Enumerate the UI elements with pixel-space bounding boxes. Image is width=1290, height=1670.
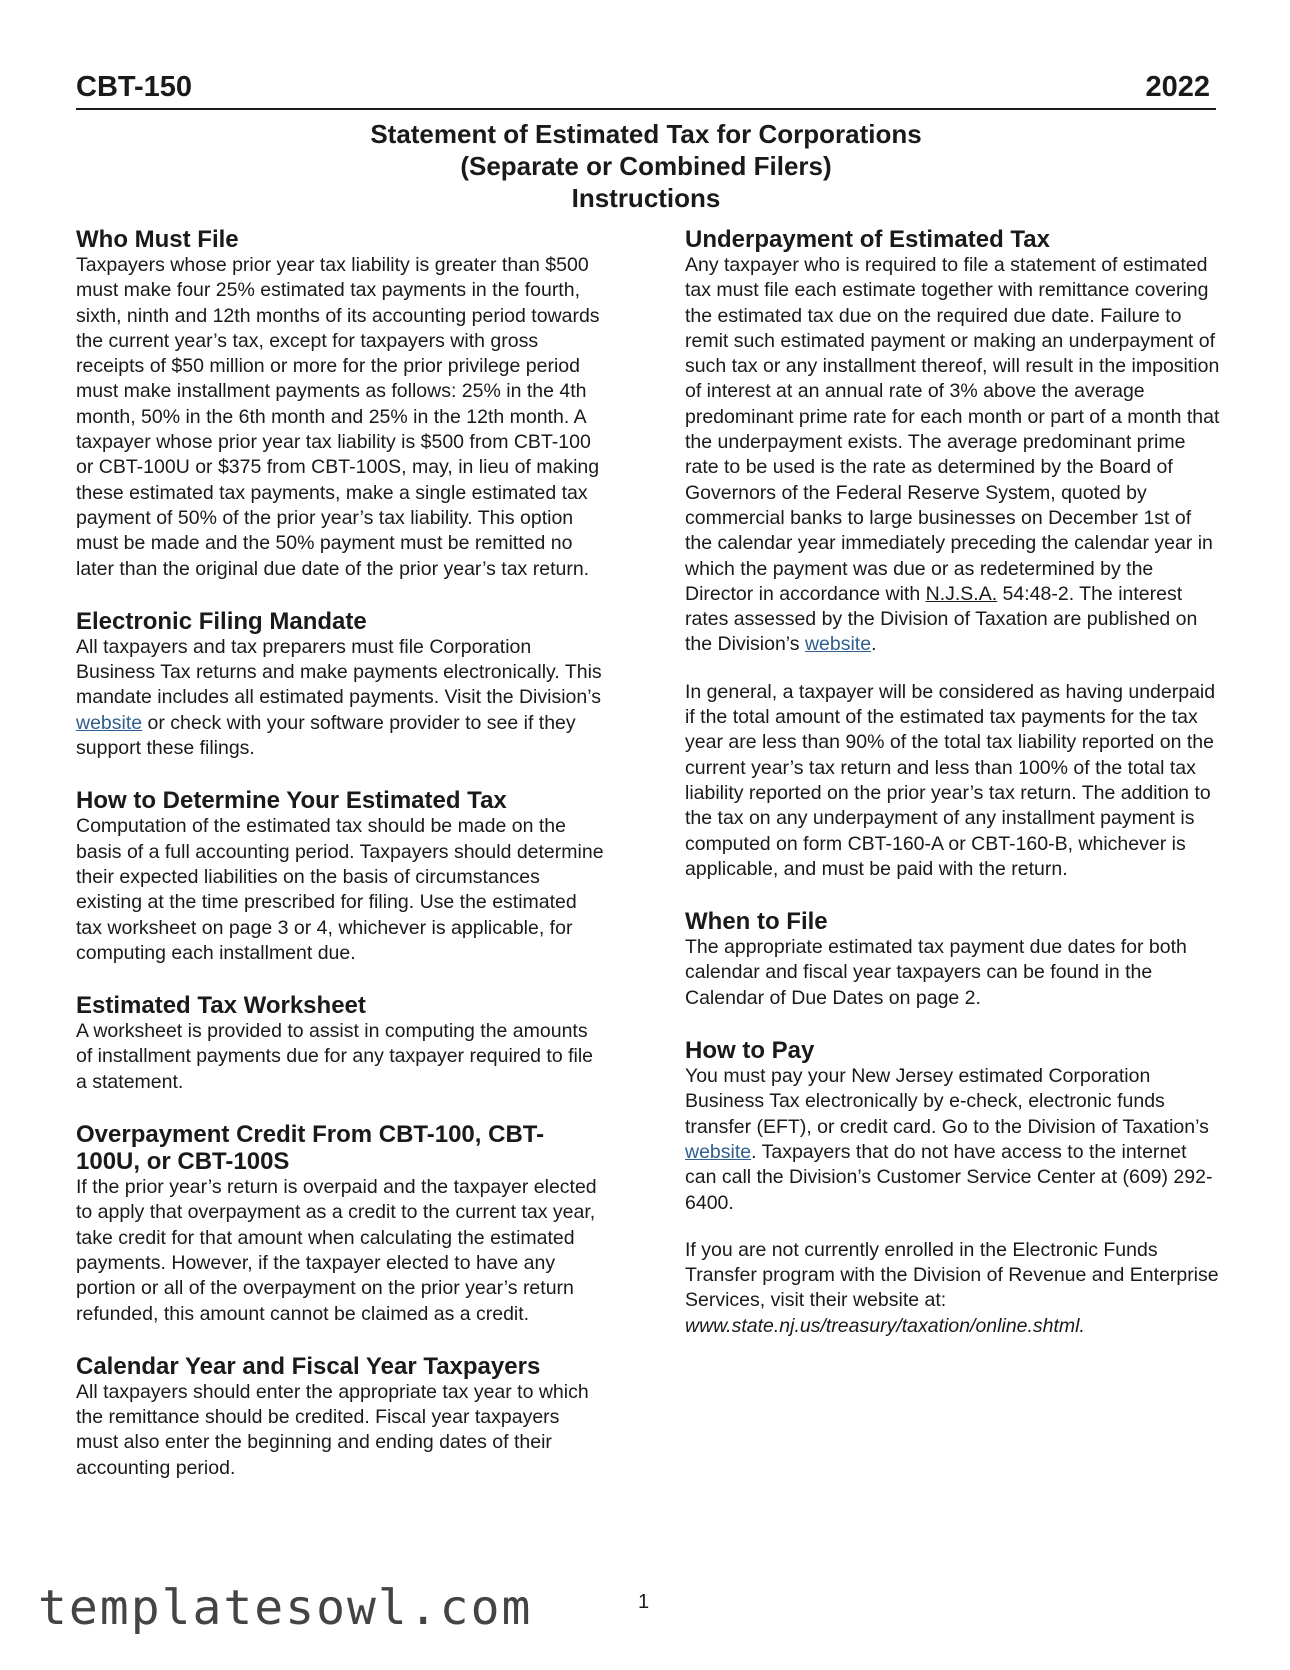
section-how-to-pay (685, 1037, 1220, 1339)
form-id: CBT-150 (76, 71, 193, 103)
section-heading: Calendar Year and Fiscal Year Taxpayers (76, 1352, 541, 1380)
section-heading: When to File (685, 908, 828, 936)
section-determine-estimated-tax (76, 787, 606, 966)
section-who-must-file (76, 226, 606, 582)
section-calendar-fiscal (76, 1353, 606, 1481)
page-number: 1 (638, 1591, 650, 1613)
section-heading: Electronic Filing Mandate (76, 607, 367, 635)
section-body (685, 253, 1220, 658)
body-text: You must pay your New Jersey estimated Corporation Business Tax electronically by e-check, electronic funds transfer (EFT), or credit card. Go to the Division of Taxation’s (685, 1065, 1209, 1138)
section-heading: How to Determine Your Estimated Tax (76, 787, 507, 815)
document-title (76, 118, 1216, 214)
website-link[interactable]: website (685, 1140, 752, 1163)
section-body: In general, a taxpayer will be considered as having underpaid if the total amount of the estimated tax payments for the tax year are less than 90% of the total tax liability reported on the current year’s tax return and less than 100% of the total tax liability reported on the prior year’s tax return. The addition to the tax on any underpayment of any installment payment is computed on form CBT-160-A or CBT-160-B, whichever is applicable, and must be paid with the return. (685, 680, 1216, 880)
statute-reference: N.J.S.A. (925, 582, 998, 605)
section-overpayment-credit (76, 1121, 606, 1327)
form-year: 2022 (1145, 71, 1210, 103)
section-when-to-file (685, 908, 1220, 1011)
body-text: 54:48-2. The interest rates assessed by the Division of Taxation are published on the Division’s (685, 582, 1198, 656)
title-line-3: Instructions (571, 183, 721, 213)
section-electronic-filing (76, 608, 606, 761)
section-body: A worksheet is provided to assist in computing the amounts of installment payments due for any taxpayer required to file a statement. (76, 1020, 594, 1093)
section-body (685, 1064, 1220, 1216)
watermark: templatesowl.com (38, 1580, 533, 1636)
body-text: All taxpayers and tax preparers must file Corporation Business Tax returns and make payments electronically. This mandate includes all estimated payments. Visit the Division’s (76, 635, 602, 709)
website-link[interactable]: website (804, 633, 872, 656)
section-body: All taxpayers should enter the appropriate tax year to which the remittance should be credited. Fiscal year taxpayers must also enter the beginning and ending dates of their accounting period. (76, 1380, 589, 1479)
title-line-1: Statement of Estimated Tax for Corporations (370, 119, 922, 149)
section-worksheet (76, 992, 606, 1095)
section-heading: Overpayment Credit From CBT-100, CBT-100U, or CBT-100S (76, 1121, 545, 1176)
body-text: or check with your software provider to see if they support these filings. (76, 711, 576, 760)
section-heading: Underpayment of Estimated Tax (685, 226, 1050, 253)
section-body: Taxpayers whose prior year tax liability is greater than $500 must make four 25% estimated tax payments in the fourth, sixth, ninth and 12th months of its accounting period towards the current year’s tax, except for taxpayers with gross receipts of $50 million or more for the prior privilege period must make installment payments as follows: 25% in the 4th month, 50% in the 6th month and 25% in the 12th month. A taxpayer whose prior year tax liability is $500 from CBT-100 or CBT-100U or $375 from CBT-100S, may, in lieu of making these estimated tax payments, make a single estimated tax payment of 50% of the prior year’s tax liability. This option must be made and the 50% payment must be remitted no later than the original due date of the prior year’s tax return. (76, 254, 600, 580)
section-underpayment (685, 226, 1220, 882)
website-link[interactable]: website (76, 711, 143, 734)
body-text: If you are not currently enrolled in the Electronic Funds Transfer program with the Division of Revenue and Enterprise Services, visit their website at: (685, 1238, 1219, 1312)
right-column (685, 226, 1220, 1365)
online-url: www.state.nj.us/treasury/taxation/online.shtml. (685, 1314, 1085, 1337)
section-body: Computation of the estimated tax should be made on the basis of a full accounting period. Taxpayers should determine their expected liabilities on the basis of circumstances existing at the time prescribed for filing. Use the estimated tax worksheet on page 3 or 4, whichever is applicable, for computing each installment due. (76, 815, 604, 964)
section-body (76, 635, 606, 761)
body-text: Any taxpayer who is required to file a statement of estimated tax must file each estimate together with remittance covering the estimated tax due on the required due date. Failure to remit such estimated payment or making an underpayment of such tax or any installment thereof, will result in the imposition of interest at an annual rate of 3% above the average predominant prime rate for each month or part of a month that the underpayment exists. The average predominant prime rate to be used is the rate as determined by the Board of Governors of the Federal Reserve System, quoted by commercial banks to large businesses on December 1st of the calendar year immediately preceding the calendar year in which the payment was due or as redetermined by the Director in accordance with (685, 254, 1220, 605)
section-heading: Estimated Tax Worksheet (76, 992, 366, 1020)
body-text: . Taxpayers that do not have access to the internet can call the Division’s Customer Service Center at (609) 292-6400. (685, 1140, 1213, 1214)
section-body: If the prior year’s return is overpaid and the taxpayer elected to apply that overpayment as a credit to the current tax year, take credit for that amount when calculating the estimated payments. However, if the taxpayer elected to have any portion or all of the overpayment on the prior year’s return refunded, this amount cannot be claimed as a credit. (76, 1176, 597, 1325)
body-text: . (871, 633, 877, 656)
section-heading: Who Must File (76, 226, 239, 253)
page-header (76, 70, 1216, 110)
section-body (685, 1238, 1220, 1339)
section-heading: How to Pay (685, 1037, 815, 1065)
left-column (76, 226, 606, 1507)
section-body: The appropriate estimated tax payment due dates for both calendar and fiscal year taxpayers can be found in the Calendar of Due Dates on page 2. (685, 936, 1187, 1009)
title-line-2: (Separate or Combined Filers) (460, 151, 832, 181)
